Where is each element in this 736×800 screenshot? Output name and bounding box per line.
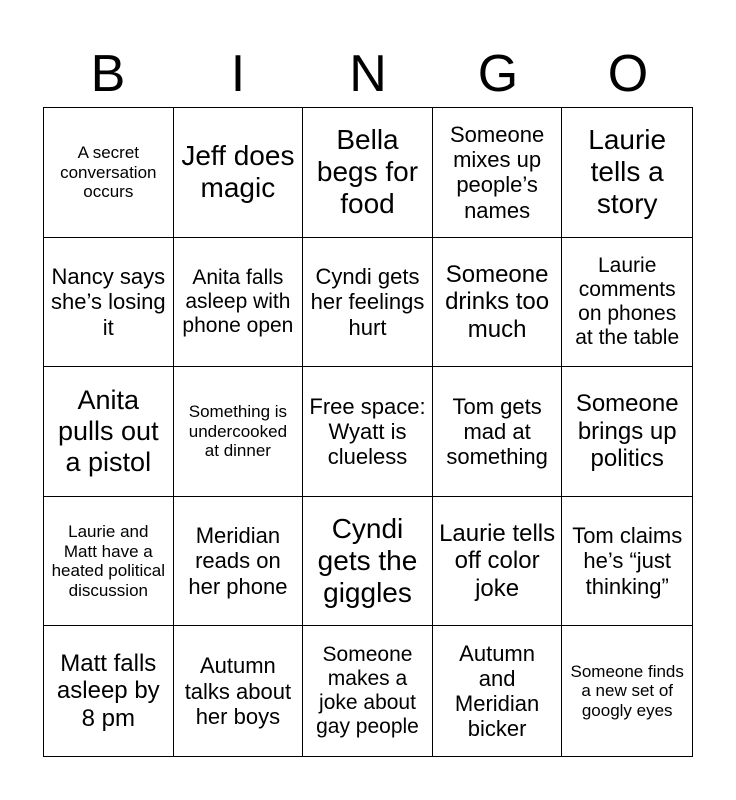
bingo-cell-text: Tom claims he’s “just thinking” bbox=[572, 523, 683, 599]
bingo-header bbox=[43, 40, 693, 108]
bingo-cell-r1-c1[interactable] bbox=[44, 108, 174, 238]
bingo-cell-r2-c3[interactable] bbox=[303, 238, 433, 368]
header-letter-b: B bbox=[90, 45, 126, 103]
bingo-cell-text: Laurie comments on phones at the table bbox=[575, 253, 680, 350]
header-letter-n: N bbox=[349, 45, 387, 103]
bingo-cell-r2-c1[interactable] bbox=[44, 238, 174, 368]
bingo-cell-text: Nancy says she’s losing it bbox=[51, 263, 166, 340]
bingo-cell-text: Autumn and Meridian bicker bbox=[454, 640, 540, 742]
bingo-cell-text: Meridian reads on her phone bbox=[188, 523, 288, 599]
bingo-cell-text: Someone drinks too much bbox=[445, 260, 550, 343]
bingo-cell-text: Someone brings up politics bbox=[575, 390, 679, 473]
bingo-cell-text: Someone makes a joke about gay people bbox=[316, 642, 419, 739]
bingo-cell-r3-c5[interactable] bbox=[562, 367, 692, 497]
bingo-cell-text: Autumn talks about her boys bbox=[184, 653, 292, 729]
bingo-board bbox=[43, 107, 693, 757]
bingo-cell-text: Matt falls asleep by 8 pm bbox=[56, 649, 160, 732]
bingo-cell-r4-c4[interactable] bbox=[433, 497, 563, 627]
bingo-cell-r2-c4[interactable] bbox=[433, 238, 563, 368]
bingo-cell-text: Laurie and Matt have a heated political discussion bbox=[51, 522, 165, 600]
header-letter-o: O bbox=[607, 45, 649, 103]
bingo-cell-r5-c4[interactable] bbox=[433, 626, 563, 756]
bingo-cell-r3-c1[interactable] bbox=[44, 367, 174, 497]
bingo-cell-text: Tom gets mad at something bbox=[446, 393, 548, 470]
bingo-cell-r1-c3[interactable] bbox=[303, 108, 433, 238]
header-letter-g: G bbox=[477, 45, 519, 103]
bingo-cell-r3-c4[interactable] bbox=[433, 367, 563, 497]
bingo-cell-text: Anita pulls out a pistol bbox=[58, 384, 159, 478]
bingo-cell-text: Cyndi gets the giggles bbox=[317, 512, 418, 609]
bingo-cell-r5-c1[interactable] bbox=[44, 626, 174, 756]
bingo-cell-text: Cyndi gets her feelings hurt bbox=[310, 263, 425, 340]
bingo-cell-r1-c5[interactable] bbox=[562, 108, 692, 238]
bingo-cell-text: Someone finds a new set of googly eyes bbox=[570, 661, 684, 720]
bingo-cell-r1-c4[interactable] bbox=[433, 108, 563, 238]
bingo-cell-r1-c2[interactable] bbox=[174, 108, 304, 238]
bingo-cell-text: Laurie tells off color joke bbox=[439, 519, 556, 602]
bingo-cell-text: Anita falls asleep with phone open bbox=[182, 265, 294, 337]
bingo-cell-r2-c5[interactable] bbox=[562, 238, 692, 368]
bingo-cell-r4-c1[interactable] bbox=[44, 497, 174, 627]
bingo-cell-r4-c3[interactable] bbox=[303, 497, 433, 627]
bingo-cell-text: Someone mixes up people’s names bbox=[450, 121, 545, 223]
header-letter-i: I bbox=[230, 45, 246, 103]
bingo-cell-r3-c2[interactable] bbox=[174, 367, 304, 497]
bingo-cell-text: Jeff does magic bbox=[181, 140, 295, 204]
bingo-cell-r4-c2[interactable] bbox=[174, 497, 304, 627]
bingo-cell-text: Laurie tells a story bbox=[588, 124, 667, 220]
bingo-cell-r2-c2[interactable] bbox=[174, 238, 304, 368]
bingo-cell-text: A secret conversation occurs bbox=[60, 142, 157, 202]
bingo-cell-text: Something is undercooked at dinner bbox=[188, 402, 288, 461]
bingo-cell-r5-c5[interactable] bbox=[562, 626, 692, 756]
bingo-cell-r5-c2[interactable] bbox=[174, 626, 304, 756]
bingo-cell-text: Free space: Wyatt is clueless bbox=[309, 393, 426, 470]
bingo-cell-text: Bella begs for food bbox=[316, 124, 419, 220]
bingo-cell-r4-c5[interactable] bbox=[562, 497, 692, 627]
bingo-cell-r5-c3[interactable] bbox=[303, 626, 433, 756]
bingo-cell-r3-c3[interactable] bbox=[303, 367, 433, 497]
